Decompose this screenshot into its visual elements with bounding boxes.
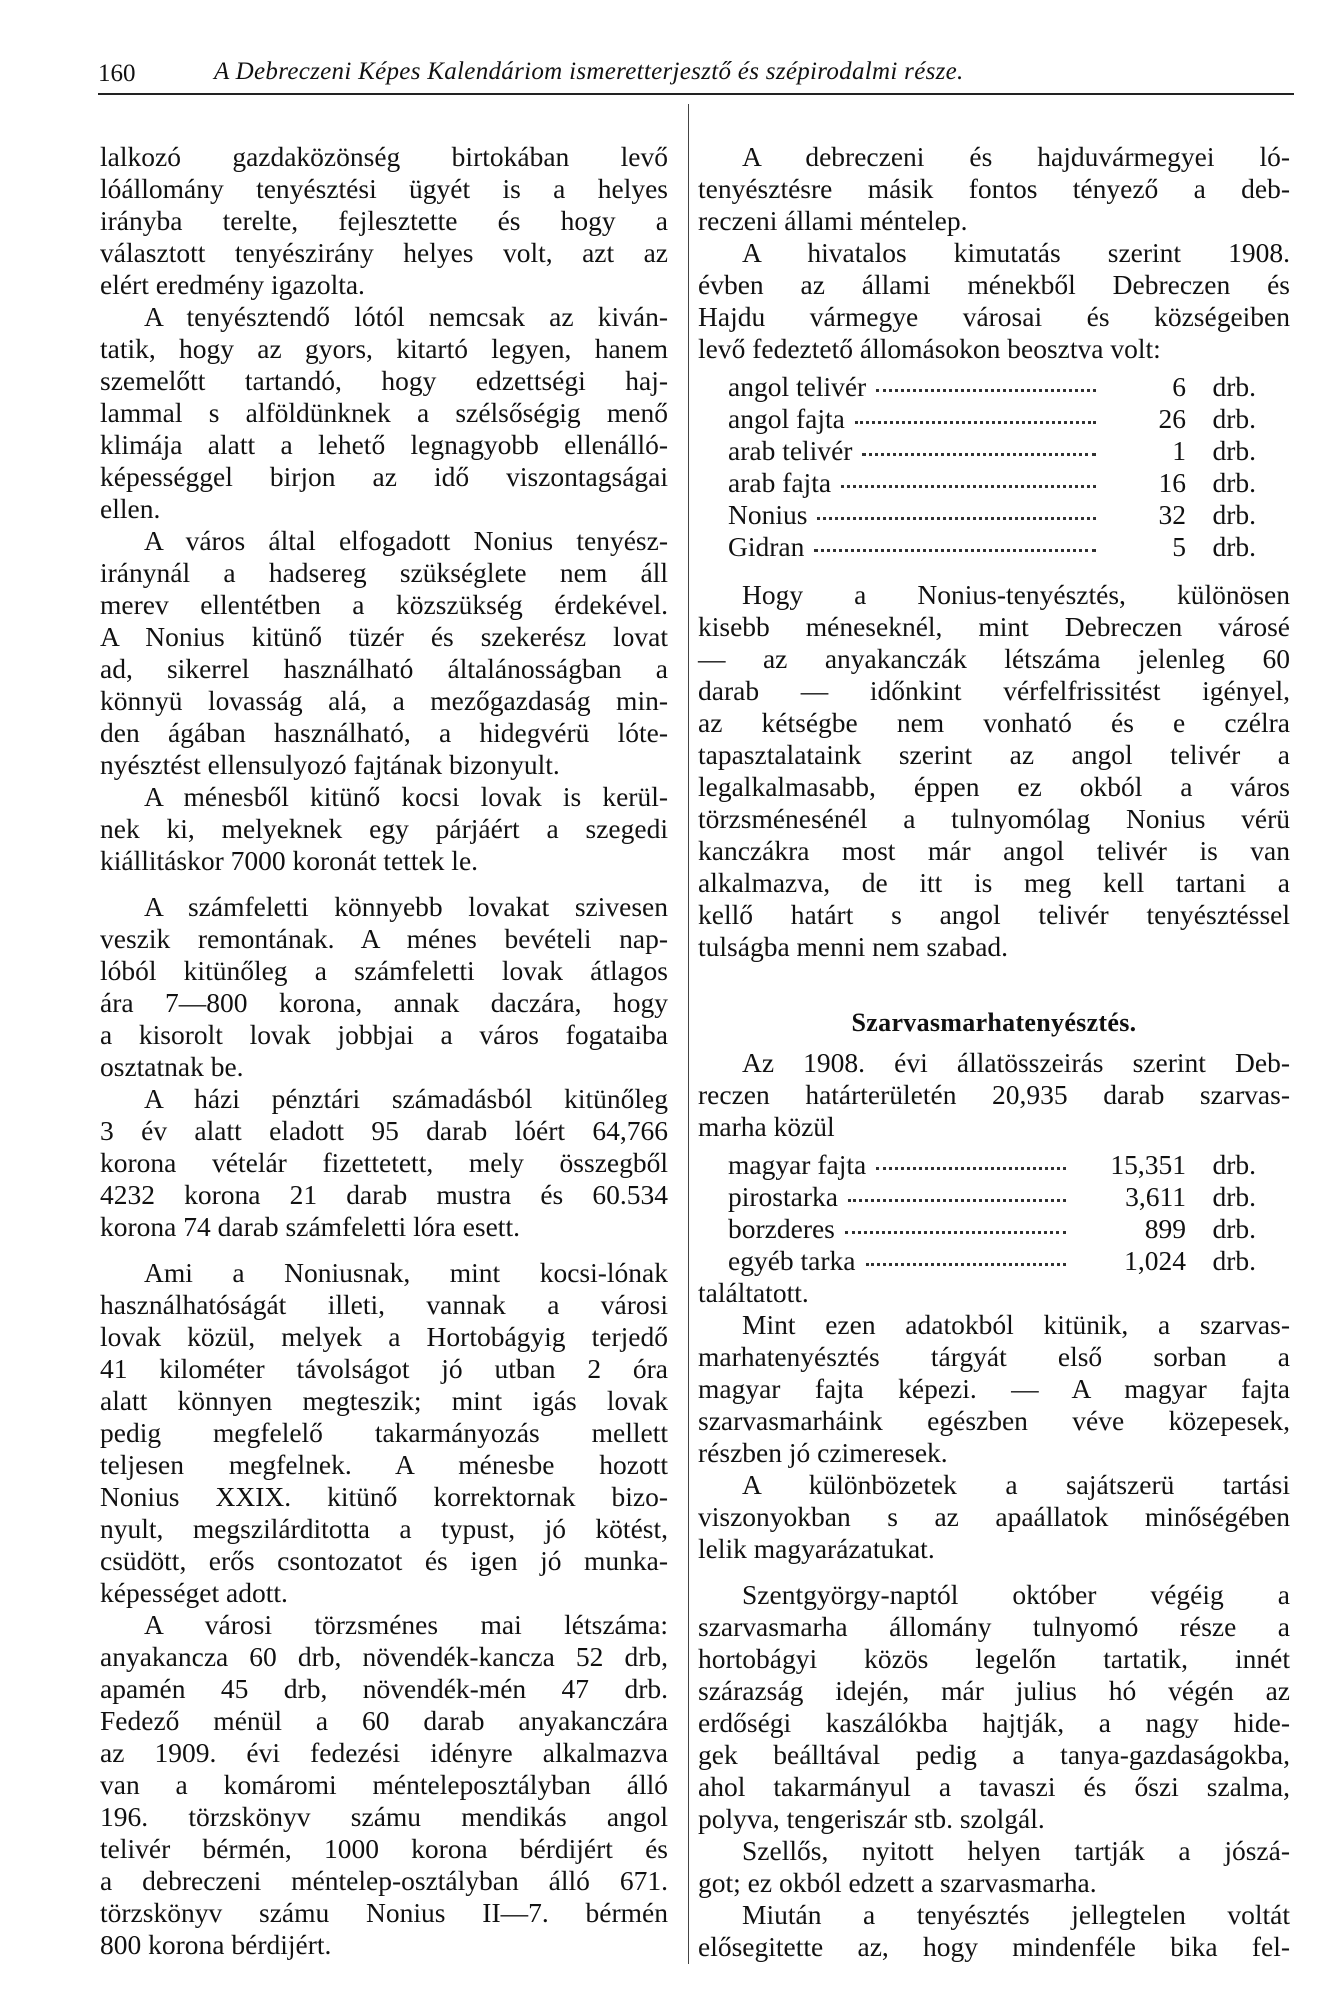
dot-leader (845, 1231, 1066, 1234)
text-line: A tenyésztendő lótól nemcsak az kiván- (144, 301, 668, 332)
item-count: 15,351 (1110, 1149, 1186, 1180)
text-line: Miután a tenyésztés jellegtelen voltát (742, 1899, 1290, 1930)
dot-leader (814, 549, 1096, 552)
text-line: könnyü lovasság alá, a mezőgazdaság min- (100, 685, 668, 716)
text-line: iránynál a hadsereg szükséglete nem áll (100, 557, 668, 588)
text-line: — az anyakanczák létszáma jelenleg 60 (698, 643, 1290, 674)
header-rule (98, 93, 1294, 95)
item-label: egyéb tarka (728, 1245, 856, 1276)
text-line: lóállomány tenyésztési ügyét is a helyes (100, 173, 668, 204)
paragraph (698, 1899, 1290, 1963)
item-label: arab telivér (728, 435, 853, 466)
right-column (698, 141, 1290, 1963)
text-line: ára 7—800 korona, annak daczára, hogy (100, 987, 668, 1018)
item-unit: drb. (1212, 1149, 1256, 1180)
text-line: Mint ezen adatokból kitünik, a szarvas- (742, 1309, 1290, 1340)
text-line: reczen határterületén 20,935 darab szarvas- (698, 1079, 1290, 1110)
item-label: magyar fajta (728, 1149, 867, 1180)
text-line: telivér bérmén, 1000 korona bérdijért és (100, 1833, 668, 1864)
paragraph (698, 1469, 1290, 1565)
text-line: csüdött, erős csontozatot és igen jó munka- (100, 1545, 668, 1576)
text-line: Az 1908. évi állatösszeirás szerint Deb- (742, 1047, 1290, 1078)
text-line: kiállitáskor 7000 koronát tettek le. (100, 845, 479, 876)
text-line: A ménesből kitünő kocsi lovak is kerül- (144, 781, 668, 812)
text-line: hortobágyi közös legelőn tartatik, innét (698, 1643, 1290, 1674)
item-label: angol telivér (728, 371, 867, 402)
paragraph (698, 1277, 1290, 1309)
paragraph (698, 237, 1290, 365)
text-line: darab — időnkint vérfelfrissitést igényel, (698, 675, 1290, 706)
text-line: levő fedeztető állomásokon beosztva volt: (698, 333, 1161, 364)
paragraph (100, 781, 668, 877)
text-line: klimája alatt a lehető legnagyobb ellenálló- (100, 429, 668, 460)
text-line: Szellős, nyitott helyen tartják a jószá- (742, 1835, 1290, 1866)
text-line: osztatnak be. (100, 1051, 244, 1082)
text-line: korona vételár fizettetett, mely összegből (100, 1147, 668, 1178)
text-line: reczeni állami méntelep. (698, 205, 968, 236)
text-line: választott tenyészirány helyes volt, azt az (100, 237, 668, 268)
paragraph (698, 141, 1290, 237)
text-line: gek beálltával pedig a tanya-gazdaságokba, (698, 1739, 1290, 1770)
text-line: marhatenyésztés tárgyát első sorban a (698, 1341, 1290, 1372)
list-item (728, 403, 1256, 435)
dot-leader (866, 1263, 1067, 1266)
item-count: 3,611 (1125, 1181, 1186, 1212)
text-line: elősegitette az, hogy mindenféle bika fel- (698, 1931, 1290, 1962)
text-line: tenyésztésre másik fontos tényező a deb- (698, 173, 1290, 204)
list-item (728, 435, 1256, 467)
text-line: merev ellentétben a közszükség érdekével. (100, 589, 668, 620)
text-line: 41 kilométer távolságot jó utban 2 óra (100, 1353, 668, 1384)
text-line: korona 74 darab számfeletti lóra esett. (100, 1211, 520, 1242)
running-title: A Debreczeni Képes Kalendáriom ismeretterjesztő és szépirodalmi része. (214, 58, 964, 85)
text-line: használhatóságát illeti, vannak a városi (100, 1289, 668, 1320)
paragraph (698, 1579, 1290, 1835)
text-line: Szentgyörgy-naptól október végéig a (742, 1579, 1290, 1610)
dot-leader (862, 453, 1096, 456)
paragraph (100, 1609, 668, 1961)
paragraph (100, 891, 668, 1083)
item-unit: drb. (1212, 403, 1256, 434)
text-line: szárazság idején, már julius hó végén az (698, 1675, 1290, 1706)
text-line: szarvasmarháink egészben véve közepesek, (698, 1405, 1290, 1436)
paragraph (100, 1257, 668, 1609)
list-item (728, 1213, 1256, 1245)
item-unit: drb. (1212, 1245, 1256, 1276)
list-item (728, 371, 1256, 403)
text-line: 800 korona bérdijért. (100, 1929, 332, 1960)
dot-leader (817, 517, 1096, 520)
text-line: A Nonius kitünő tüzér és szekerész lovat (100, 621, 668, 652)
text-line: lovak közül, melyek a Hortobágyig terjedő (100, 1321, 668, 1352)
paragraph (100, 1083, 668, 1243)
text-line: anyakancza 60 drb, növendék-kancza 52 drb, (100, 1641, 668, 1672)
item-label: arab fajta (728, 467, 832, 498)
text-line: nyésztést ellensulyozó fajtának bizonyult. (100, 749, 560, 780)
paragraph (698, 579, 1290, 963)
text-line: az kétségbe nem vonható és e czélra (698, 707, 1290, 738)
text-line: ellen. (100, 493, 161, 524)
list-item (728, 499, 1256, 531)
item-unit: drb. (1212, 467, 1256, 498)
text-line: lammal s alföldünknek a szélsőségig menő (100, 397, 668, 428)
page-number: 160 (98, 60, 136, 87)
text-line: A város által elfogadott Nonius tenyész- (144, 525, 668, 556)
text-line: ad, sikerrel használható általánosságban a (100, 653, 668, 684)
item-unit: drb. (1212, 435, 1256, 466)
item-label: angol fajta (728, 403, 845, 434)
text-line: A különbözetek a sajátszerü tartási (742, 1469, 1290, 1500)
text-line: van a komáromi ménteleposztályban álló (100, 1769, 668, 1800)
text-line: ahol takarmányul a tavaszi és őszi szalma, (698, 1771, 1290, 1802)
column-divider (688, 104, 689, 1964)
dot-leader (876, 1167, 1066, 1170)
text-line: tatik, hogy az gyors, kitartó legyen, hanem (100, 333, 668, 364)
dot-leader (876, 389, 1096, 392)
text-line: magyar fajta képezi. — A magyar fajta (698, 1373, 1290, 1404)
text-line: viszonyokban s az apaállatok minőségében (698, 1501, 1290, 1532)
item-count: 6 (1172, 371, 1186, 402)
paragraph (100, 141, 668, 301)
text-line: pedig megfelelő takarmányozás mellett (100, 1417, 668, 1448)
dot-leader (841, 485, 1096, 488)
text-line: elért eredmény igazolta. (100, 269, 365, 300)
item-count: 32 (1158, 499, 1186, 530)
item-label: borzderes (728, 1213, 835, 1244)
text-line: Fedező ménül a 60 darab anyakanczára (100, 1705, 668, 1736)
text-line: találtatott. (698, 1277, 809, 1308)
text-line: lóból kitünőleg a számfeletti lovak átlagos (100, 955, 668, 986)
paragraph (100, 525, 668, 781)
text-line: alkalmazva, de itt is meg kell tartani a (698, 867, 1290, 898)
text-line: a kisorolt lovak jobbjai a város fogataiba (100, 1019, 668, 1050)
text-line: évben az állami ménekből Debreczen és (698, 269, 1290, 300)
text-line: alatt könnyen megteszik; mint igás lovak (100, 1385, 668, 1416)
text-line: kisebb méneseknél, mint Debreczen városé (698, 611, 1290, 642)
item-count: 5 (1172, 531, 1186, 562)
list-item (728, 531, 1256, 563)
text-line: A számfeletti könnyebb lovakat szivesen (144, 891, 668, 922)
text-line: irányba terelte, fejlesztette és hogy a (100, 205, 668, 236)
paragraph (698, 1835, 1290, 1899)
text-line: tapasztalataink szerint az angol telivér a (698, 739, 1290, 770)
text-line: A debreczeni és hajduvármegyei ló- (742, 141, 1290, 172)
text-line: den ágában használható, a hidegvérü lóte- (100, 717, 668, 748)
text-line: szarvasmarha állomány tulnyomó része a (698, 1611, 1290, 1642)
text-line: 4232 korona 21 darab mustra és 60.534 (100, 1179, 668, 1210)
text-line: erdőségi kaszálókba hajtják, a nagy hide- (698, 1707, 1290, 1738)
section-heading: Szarvasmarhatenyésztés. (851, 1008, 1137, 1037)
text-line: veszik remontának. A ménes bevételi nap- (100, 923, 668, 954)
paragraph (698, 1309, 1290, 1469)
text-line: lelik magyarázatukat. (698, 1533, 935, 1564)
item-count: 1,024 (1124, 1245, 1186, 1276)
text-line: törzsménesénél a tulnyomólag Nonius vérü (698, 803, 1290, 834)
list-item (728, 1245, 1256, 1277)
item-unit: drb. (1212, 371, 1256, 402)
text-line: teljesen megfelnek. A ménesbe hozott (100, 1449, 668, 1480)
text-line: nek ki, melyeknek egy párjáért a szegedi (100, 813, 668, 844)
list-item (728, 1181, 1256, 1213)
item-label: pirostarka (728, 1181, 838, 1212)
item-unit: drb. (1212, 531, 1256, 562)
text-line: Hajdu vármegye városai és községeiben (698, 301, 1290, 332)
text-line: tulságba menni nem szabad. (698, 931, 1009, 962)
dot-leader (848, 1199, 1066, 1202)
count-list (698, 371, 1290, 563)
text-line: kanczákra most már angol telivér is van (698, 835, 1290, 866)
count-list (698, 1149, 1290, 1277)
item-count: 26 (1158, 403, 1186, 434)
text-line: legalkalmasabb, éppen ez okból a város (698, 771, 1290, 802)
list-item (728, 1149, 1256, 1181)
paragraph (698, 1047, 1290, 1143)
text-line: A hivatalos kimutatás szerint 1908. (742, 237, 1290, 268)
item-label: Nonius (728, 499, 808, 530)
text-line: Nonius XXIX. kitünő korrektornak bizo- (100, 1481, 668, 1512)
text-line: 196. törzskönyv számu mendikás angol (100, 1801, 668, 1832)
item-count: 1 (1172, 435, 1186, 466)
text-line: apamén 45 drb, növendék-mén 47 drb. (100, 1673, 668, 1704)
list-item (728, 467, 1256, 499)
item-label: Gidran (728, 531, 805, 562)
item-unit: drb. (1212, 499, 1256, 530)
text-line: Hogy a Nonius-tenyésztés, különösen (742, 579, 1290, 610)
text-line: kellő határt s angol telivér tenyésztéssel (698, 899, 1290, 930)
text-line: képességgel birjon az idő viszontagságai (100, 461, 668, 492)
text-line: lalkozó gazdaközönség birtokában levő (100, 141, 668, 172)
text-line: A városi törzsménes mai létszáma: (144, 1609, 668, 1640)
text-line: törzskönyv számu Nonius II—7. bérmén (100, 1897, 668, 1928)
text-line: képességet adott. (100, 1577, 288, 1608)
paragraph (100, 301, 668, 525)
item-unit: drb. (1212, 1181, 1256, 1212)
dot-leader (855, 421, 1096, 424)
item-unit: drb. (1212, 1213, 1256, 1244)
text-line: az 1909. évi fedezési idényre alkalmazva (100, 1737, 668, 1768)
text-line: nyult, megszilárditotta a typust, jó kötést, (100, 1513, 668, 1544)
item-count: 16 (1158, 467, 1186, 498)
text-line: 3 év alatt eladott 95 darab lóért 64,766 (100, 1115, 668, 1146)
item-count: 899 (1144, 1213, 1186, 1244)
text-line: marha közül (698, 1111, 835, 1142)
text-line: Ami a Noniusnak, mint kocsi-lónak (144, 1257, 668, 1288)
text-line: polyva, tengeriszár stb. szolgál. (698, 1803, 1045, 1834)
text-line: A házi pénztári számadásból kitünőleg (144, 1083, 668, 1114)
left-column (100, 141, 668, 1961)
text-line: a debreczeni méntelep-osztályban álló 671. (100, 1865, 668, 1896)
text-line: szemelőtt tartandó, hogy edzettségi haj- (100, 365, 668, 396)
text-line: részben jó czimeresek. (698, 1437, 948, 1468)
text-line: got; ez okból edzett a szarvasmarha. (698, 1867, 1097, 1898)
